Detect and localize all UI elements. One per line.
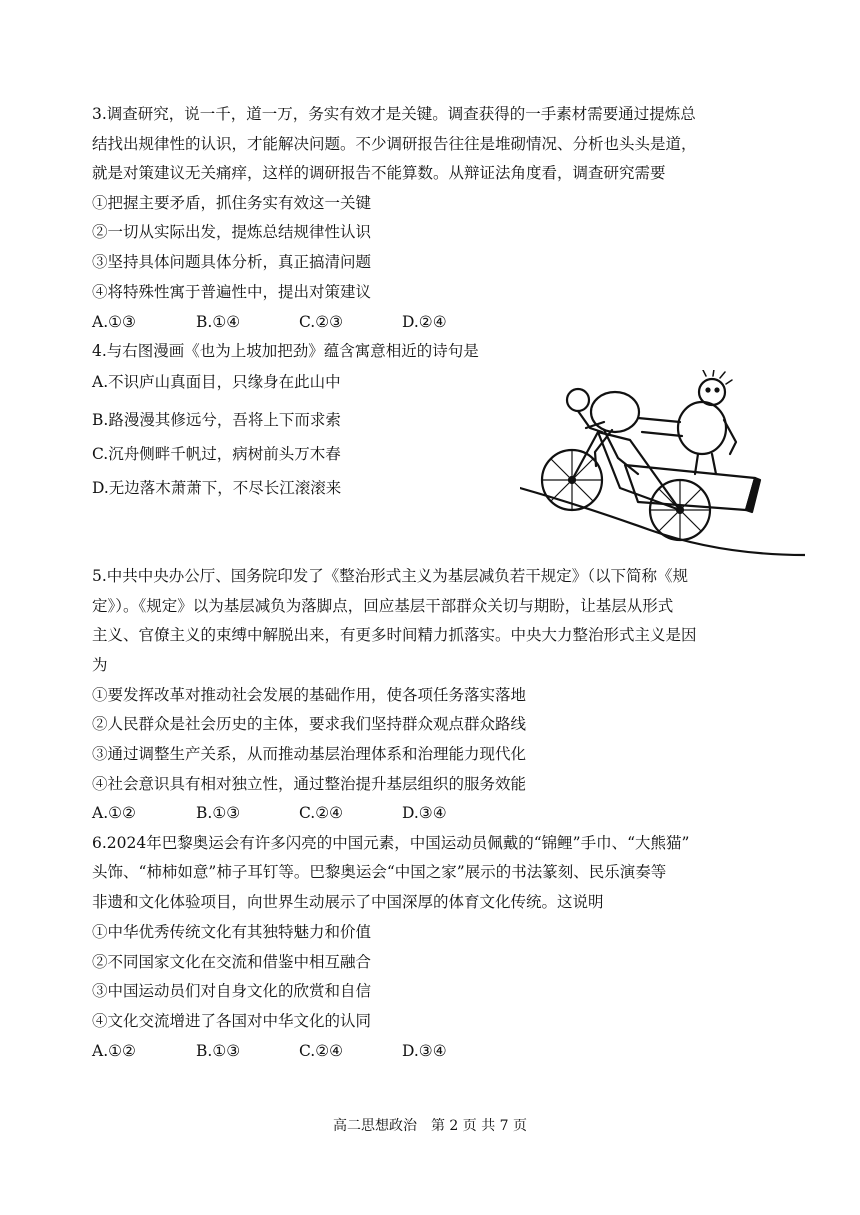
slope-line: [520, 488, 805, 555]
cart-box: [625, 465, 755, 510]
q3-item-1: ①把握主要矛盾，抓住务实有效这一关键: [92, 194, 372, 212]
q4-option-c: C.沉舟侧畔千帆过，病树前头万木春: [92, 445, 341, 463]
q5-item-2: ②人民群众是社会历史的主体，要求我们坚持群众观点群众路线: [92, 715, 527, 733]
cartoon-cart-uphill-illustration: [520, 370, 805, 560]
q6-choice-c: C.②④: [299, 1042, 344, 1060]
q6-choice-a: A.①②: [92, 1042, 136, 1060]
rider-head: [567, 389, 589, 411]
q3-item-4: ④将特殊性寓于普遍性中，提出对策建议: [92, 283, 372, 301]
q5-stem-line-2: 定》）。《规定》以为基层减负为落脚点，回应基层干部群众关切与期盼，让基层从形式: [92, 597, 674, 615]
q5-stem-line-3: 主义、官僚主义的束缚中解脱出来，有更多时间精力抓落实。中央大力整治形式主义是因: [92, 626, 697, 644]
q5-choice-a: A.①②: [92, 804, 136, 822]
q6-item-4: ④文化交流增进了各国对中华文化的认同: [92, 1012, 372, 1030]
q4-option-a: A.不识庐山真面目，只缘身在此山中: [92, 373, 341, 391]
q5-choice-b: B.①③: [196, 804, 241, 822]
q6-stem-line-1: 6.2024年巴黎奥运会有许多闪亮的中国元素，中国运动员佩戴的“锦鲤”手巾、“大熊猫”: [92, 834, 690, 852]
q5-stem-line-1: 5.中共中央办公厅、国务院印发了《整治形式主义为基层减负若干规定》（以下简称《规: [92, 567, 689, 585]
pusher-head: [699, 379, 725, 405]
q4-option-b: B.路漫漫其修远兮，吾将上下而求索: [92, 411, 341, 429]
q5-choice-d: D.③④: [402, 804, 447, 822]
q6-item-2: ②不同国家文化在交流和借鉴中相互融合: [92, 953, 372, 971]
q5-choice-c: C.②④: [299, 804, 344, 822]
q3-item-3: ③坚持具体问题具体分析，真正搞清问题: [92, 253, 372, 271]
q6-item-1: ①中华优秀传统文化有其独特魅力和价值: [92, 923, 372, 941]
q5-item-4: ④社会意识具有相对独立性，通过整治提升基层组织的服务效能: [92, 775, 527, 793]
pusher-body: [678, 402, 726, 454]
q5-item-3: ③通过调整生产关系，从而推动基层治理体系和治理能力现代化: [92, 745, 527, 763]
q6-stem-line-3: 非遗和文化体验项目，向世界生动展示了中国深厚的体育文化传统。这说明: [92, 893, 604, 911]
q3-item-2: ②一切从实际出发，提炼总结规律性认识: [92, 223, 372, 241]
q6-choice-b: B.①③: [196, 1042, 241, 1060]
q3-choice-b: B.①④: [196, 313, 241, 331]
rider-body: [591, 392, 639, 432]
q3-choice-a: A.①③: [92, 313, 136, 331]
q6-item-3: ③中国运动员们对自身文化的欣赏和自信: [92, 982, 372, 1000]
q3-stem-line-1: 3.调查研究，说一千，道一万，务实有效才是关键。调查获得的一手素材需要通过提炼总: [92, 105, 696, 123]
q4-stem: 4.与右图漫画《也为上坡加把劲》蕴含寓意相近的诗句是: [92, 342, 479, 360]
q4-option-d: D.无边落木萧萧下，不尽长江滚滚来: [92, 479, 342, 497]
q5-stem-line-4: 为: [92, 656, 108, 674]
q3-choice-d: D.②④: [402, 313, 447, 331]
q3-stem-line-2: 结找出规律性的认识，才能解决问题。不少调研报告往往是堆砌情况、分析也头头是道，: [92, 135, 697, 153]
q6-stem-line-2: 头饰、“柿柿如意”柿子耳钉等。巴黎奥运会“中国之家”展示的书法篆刻、民乐演奏等: [92, 863, 667, 881]
q3-choice-c: C.②③: [299, 313, 344, 331]
page-footer: 高二思想政治 第 2 页 共 7 页: [332, 1118, 528, 1134]
q6-choice-d: D.③④: [402, 1042, 447, 1060]
q3-stem-line-3: 就是对策建议无关痛痒，这样的调研报告不能算数。从辩证法角度看，调查研究需要: [92, 164, 666, 182]
q5-item-1: ①要发挥改革对推动社会发展的基础作用，使各项任务落实落地: [92, 686, 527, 704]
